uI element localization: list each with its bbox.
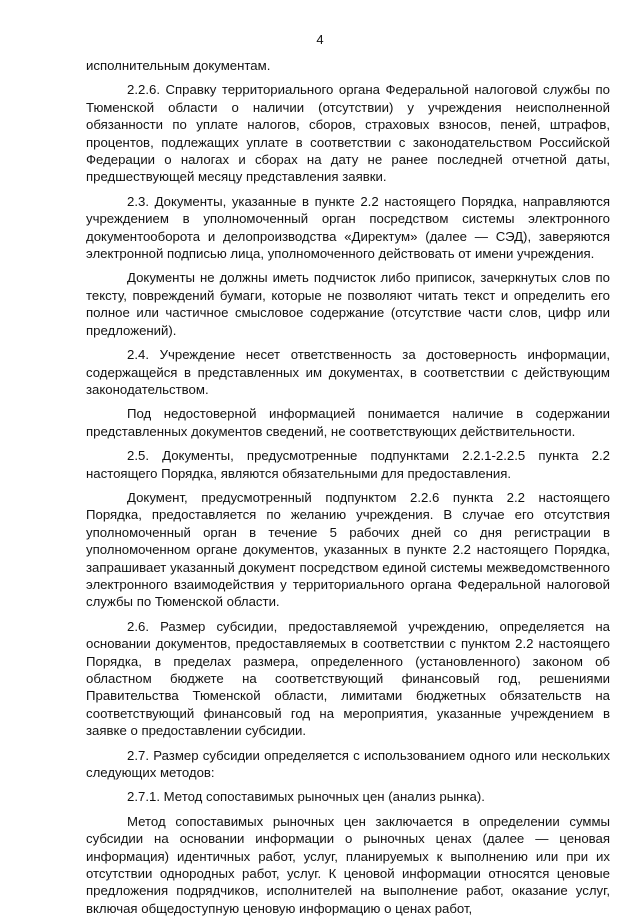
paragraph-documents-requirements: Документы не должны иметь подчисток либо приписок, зачеркнутых слов по тексту, повреждений бумаги, которые не позволяют читать текст и определить его полное или частичное смысловое содержание (отсутствие части слов, цифр или предложений).	[86, 270, 610, 338]
paragraph-2-4: 2.4. Учреждение несет ответственность за достоверность информации, содержащейся в представленных им документах, в соответствии с действующим законодательством.	[86, 347, 610, 397]
paragraph-2-2-6: 2.2.6. Справку территориального органа Федеральной налоговой службы по Тюменской области о наличии (отсутствии) у учреждения неисполненной обязанности по уплате налогов, сборов, страховых взносов, пеней, штрафов, процентов, подлежащих уплате в соответствии с законодательством Российской Федерации о налогах и сборах на дату не ранее последней отчетной даты, предшествующей месяцу представления заявки.	[86, 82, 610, 185]
paragraph-unreliable-info: Под недостоверной информацией понимается наличие в содержании представленных документов сведений, не соответствующих действительности.	[86, 406, 610, 439]
paragraph-2-7-1: 2.7.1. Метод сопоставимых рыночных цен (анализ рынка).	[127, 789, 485, 805]
paragraph-market-price-method: Метод сопоставимых рыночных цен заключается в определении суммы субсидии на основании информации о рыночных ценах (далее — ценовая информация) идентичных работ, услуг, планируемых к выполнению или при их отсутствии однородных работ, услуг. К ценовой информации относятся ценовые предложения подрядчиков, исполнителей на выполнение работ, оказание услуг, включая общедоступную ценовую информацию о ценах работ,	[86, 813, 610, 916]
paragraph-2-6: 2.6. Размер субсидии, предоставляемой учреждению, определяется на основании документов, предоставляемых в соответствии с пунктом 2.2 настоящего Порядка, в пределах размера, определенного (установленного) законом об областном бюджете на соответствующий финансовый год, решениями Правительства Тюменской области, лимитами бюджетных обязательств на соответствующий финансовый год на мероприятия, указанные учреждением в заявке о предоставлении субсидии.	[86, 618, 610, 739]
paragraph-2-3: 2.3. Документы, указанные в пункте 2.2 настоящего Порядка, направляются учреждением в уполномоченный орган посредством системы электронного документооборота и делопроизводства «Директум» (далее — СЭД), заверяются электронной подписью лица, уполномоченного действовать от имени учреждения.	[86, 193, 610, 262]
paragraph-2-7: 2.7. Размер субсидии определяется с использованием одного или нескольких следующих методов:	[86, 747, 610, 781]
paragraph-optional-document: Документ, предусмотренный подпунктом 2.2.6 пункта 2.2 настоящего Порядка, предоставляется по желанию учреждения. В случае его отсутствия уполномоченный орган в течение 5 рабочих дней со дня регистрации в уполномоченном органе документов, указанных в пункте 2.2 настоящего Порядка, запрашивает указанный документ посредством единой системы межведомственного электронного взаимодействия у территориального органа Федеральной налоговой службы по Тюменской области.	[86, 489, 610, 610]
paragraph-2-5: 2.5. Документы, предусмотренные подпунктами 2.2.1-2.2.5 пункта 2.2 настоящего Порядка, являются обязательными для предоставления.	[86, 448, 610, 481]
paragraph-continuation: исполнительным документам.	[86, 58, 271, 73]
page-number: 4	[316, 32, 324, 47]
document-body	[86, 57, 610, 924]
